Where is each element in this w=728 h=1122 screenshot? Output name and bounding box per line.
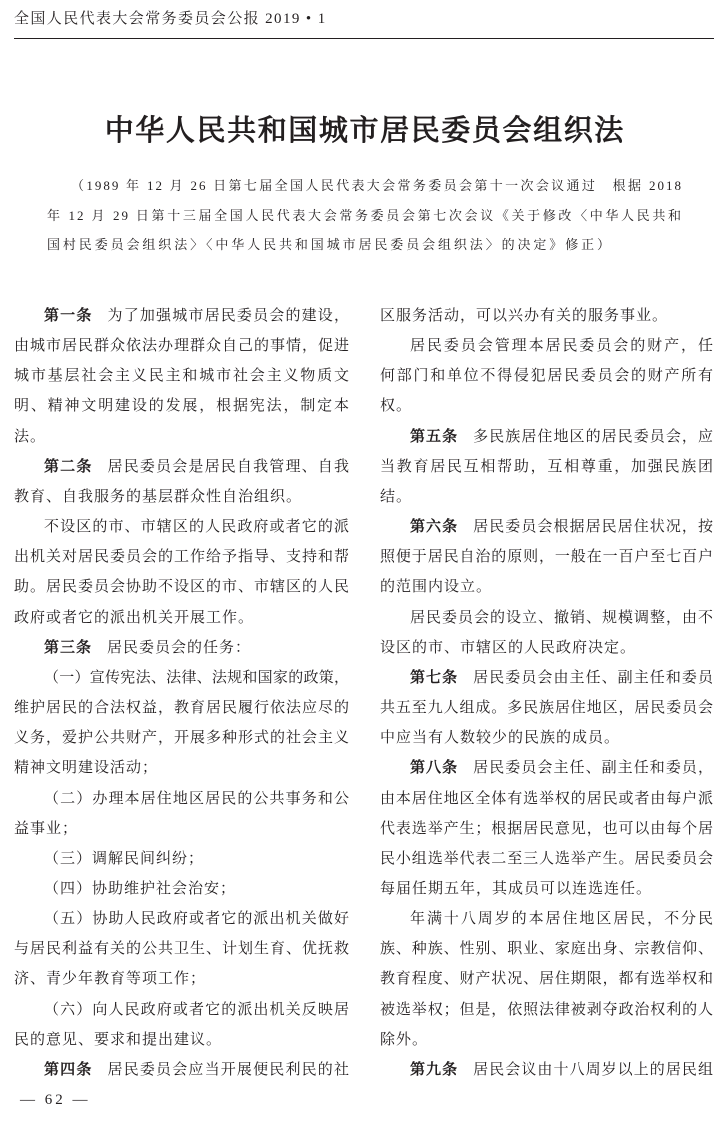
adoption-note-line: 年 12 月 29 日第十三届全国人民代表大会常务委员会第七次会议《关于修改〈中华人民共和 bbox=[47, 207, 683, 223]
text-line bbox=[380, 844, 713, 874]
line-text: 代表选举产生；根据居民意见，也可以由每个居 bbox=[380, 820, 713, 837]
header-rule bbox=[14, 38, 714, 39]
paragraph bbox=[14, 512, 349, 633]
text-line bbox=[380, 753, 713, 783]
article-paragraph bbox=[14, 1055, 349, 1085]
continued-paragraph bbox=[380, 301, 713, 331]
article-number: 第六条 bbox=[410, 518, 459, 536]
text-line bbox=[380, 482, 713, 512]
article-number: 第四条 bbox=[44, 1060, 93, 1078]
text-line bbox=[380, 452, 713, 482]
running-header bbox=[14, 7, 327, 31]
line-text: （一）宣传宪法、法律、法规和国家的政策， bbox=[44, 669, 349, 686]
line-text: 的范围内设立。 bbox=[380, 579, 493, 596]
line-text: 济、青少年教育等项工作； bbox=[14, 971, 207, 988]
line-text: 多民族居住地区的居民委员会，应 bbox=[473, 428, 713, 445]
line-text: 区服务活动，可以兴办有关的服务事业。 bbox=[380, 308, 669, 324]
line-text: （五）协助人民政府或者它的派出机关做好 bbox=[44, 911, 349, 928]
text-line bbox=[14, 542, 349, 572]
text-line bbox=[14, 331, 349, 361]
text-line bbox=[380, 693, 713, 723]
article-paragraph bbox=[380, 753, 713, 904]
line-text: 居民委员会的任务： bbox=[107, 639, 252, 656]
line-text: 结。 bbox=[380, 488, 413, 505]
article-number: 第九条 bbox=[410, 1060, 459, 1078]
text-line bbox=[14, 934, 349, 964]
adoption-note-line: 国村民委员会组织法〉〈中华人民共和国城市居民委员会组织法〉的决定》修正） bbox=[47, 237, 613, 252]
line-text: 城市基层社会主义民主和城市社会主义物质文 bbox=[14, 368, 349, 385]
line-text: 出机关对居民委员会的工作给予指导、支持和帮 bbox=[14, 549, 349, 566]
text-line bbox=[380, 995, 713, 1025]
text-line bbox=[380, 663, 713, 693]
article-number: 第一条 bbox=[44, 307, 93, 324]
text-line bbox=[380, 301, 713, 331]
line-text: 与居民利益有关的公共卫生、计划生育、优抚救 bbox=[14, 941, 349, 958]
line-text: 政府或者它的派出机关开展工作。 bbox=[14, 609, 255, 626]
text-line bbox=[14, 633, 349, 663]
text-line bbox=[380, 1025, 713, 1055]
text-line bbox=[380, 391, 713, 421]
text-line bbox=[380, 633, 713, 663]
text-line bbox=[14, 301, 349, 331]
line-text: （六）向人民政府或者它的派出机关反映居 bbox=[44, 1001, 349, 1018]
text-line bbox=[14, 482, 349, 512]
article-paragraph bbox=[380, 512, 713, 602]
text-line bbox=[380, 1055, 713, 1085]
article-number: 第七条 bbox=[410, 668, 459, 686]
text-line bbox=[14, 512, 349, 542]
line-text: 何部门和单位不得侵犯居民委员会的财产所有 bbox=[380, 368, 713, 385]
text-line bbox=[380, 784, 713, 814]
text-line bbox=[14, 874, 349, 904]
text-line bbox=[14, 995, 349, 1025]
line-text: 益事业； bbox=[14, 820, 79, 837]
text-line bbox=[14, 361, 349, 391]
line-text: 居民委员会应当开展便民利民的社 bbox=[107, 1061, 349, 1078]
adoption-note bbox=[47, 171, 683, 260]
line-text: 照便于居民自治的原则，一般在一百户至七百户 bbox=[380, 549, 713, 566]
paragraph bbox=[380, 603, 713, 663]
paragraph bbox=[14, 844, 349, 874]
paragraph bbox=[380, 331, 713, 421]
paragraph bbox=[14, 784, 349, 844]
text-line bbox=[380, 814, 713, 844]
line-text: 明、精神文明建设的发展，根据宪法，制定本 bbox=[14, 398, 349, 415]
law-title: 中华人民共和国城市居民委员会组织法 bbox=[104, 115, 625, 147]
text-line bbox=[380, 361, 713, 391]
text-line bbox=[380, 542, 713, 572]
line-text: 居民委员会由主任、副主任和委员 bbox=[473, 669, 713, 686]
text-line bbox=[14, 422, 349, 452]
line-text: 精神文明建设活动； bbox=[14, 760, 159, 777]
line-text: 中应当有人数较少的民族的成员。 bbox=[380, 730, 621, 747]
text-column-right bbox=[380, 301, 713, 1085]
line-text: 居民委员会是居民自我管理、自我 bbox=[107, 458, 349, 475]
text-line bbox=[14, 693, 349, 723]
line-text: 由城市居民群众依法办理群众自己的事情，促进 bbox=[14, 338, 349, 355]
line-text: （四）协助维护社会治安； bbox=[44, 880, 237, 897]
line-text: 由本居住地区全体有选举权的居民或者由每户派 bbox=[380, 790, 713, 807]
text-line bbox=[14, 1025, 349, 1055]
text-line bbox=[14, 814, 349, 844]
text-line bbox=[380, 904, 713, 934]
text-line bbox=[380, 964, 713, 994]
text-line bbox=[380, 572, 713, 602]
text-line bbox=[380, 874, 713, 904]
line-text: 设区的市、市辖区的人民政府决定。 bbox=[380, 639, 637, 656]
text-line bbox=[14, 964, 349, 994]
line-text: 义务，爱护公共财产，开展多种形式的社会主义 bbox=[14, 730, 349, 747]
text-line bbox=[14, 723, 349, 753]
page-number: — 62 — bbox=[20, 1092, 91, 1108]
line-text: 每届任期五年，其成员可以连选连任。 bbox=[380, 880, 653, 897]
text-line bbox=[380, 723, 713, 753]
line-text: 教育、自我服务的基层群众性自治组织。 bbox=[14, 488, 303, 505]
line-text: 教育程度、财产状况、居住期限，都有选举权和 bbox=[380, 971, 713, 988]
text-line bbox=[14, 603, 349, 633]
line-text: 不设区的市、市辖区的人民政府或者它的派 bbox=[44, 519, 349, 536]
paragraph bbox=[14, 995, 349, 1055]
line-text: 助。居民委员会协助不设区的市、市辖区的人民 bbox=[14, 579, 349, 596]
line-text: 居民会议由十八周岁以上的居民组 bbox=[473, 1061, 713, 1078]
text-line bbox=[380, 934, 713, 964]
article-number: 第二条 bbox=[44, 457, 93, 475]
paragraph bbox=[380, 904, 713, 1055]
line-text: 居民委员会主任、副主任和委员， bbox=[473, 760, 713, 777]
line-text: 居民委员会管理本居民委员会的财产，任 bbox=[410, 338, 713, 355]
line-text: 除外。 bbox=[380, 1031, 429, 1048]
article-number: 第五条 bbox=[410, 427, 459, 445]
paragraph bbox=[14, 663, 349, 784]
text-line bbox=[380, 331, 713, 361]
text-line bbox=[380, 512, 713, 542]
line-text: 民小组选举代表二至三人选举产生。居民委员会 bbox=[380, 850, 713, 867]
text-line bbox=[380, 422, 713, 452]
line-text: 居民委员会根据居民居住状况，按 bbox=[473, 519, 713, 536]
line-text: 为了加强城市居民委员会的建设， bbox=[107, 308, 349, 324]
text-line bbox=[14, 391, 349, 421]
journal-issue-title: 全国人民代表大会常务委员会公报 2019 • 1 bbox=[14, 11, 327, 27]
paragraph bbox=[14, 874, 349, 904]
line-text: 被选举权；但是，依照法律被剥夺政治权利的人 bbox=[380, 1001, 713, 1018]
text-line bbox=[380, 603, 713, 633]
adoption-note-line: （1989 年 12 月 26 日第七届全国人民代表大会常务委员会第十一次会议通过 根据 2018 bbox=[71, 178, 683, 193]
article-paragraph bbox=[380, 1055, 713, 1085]
line-text: 共五至九人组成。多民族居住地区，居民委员会 bbox=[380, 700, 713, 717]
line-text: （二）办理本居住地区居民的公共事务和公 bbox=[44, 790, 349, 807]
article-number: 第八条 bbox=[410, 759, 459, 777]
line-text: 民的意见、要求和提出建议。 bbox=[14, 1031, 223, 1048]
line-text: （三）调解民间纠纷； bbox=[44, 850, 205, 867]
text-line bbox=[14, 452, 349, 482]
text-line bbox=[14, 663, 349, 693]
text-line bbox=[14, 904, 349, 934]
article-paragraph bbox=[14, 301, 349, 452]
line-text: 法。 bbox=[14, 428, 47, 445]
paragraph bbox=[14, 904, 349, 994]
article-paragraph bbox=[14, 452, 349, 512]
text-line bbox=[14, 1055, 349, 1085]
article-paragraph bbox=[380, 663, 713, 753]
line-text: 居民委员会的设立、撤销、规模调整，由不 bbox=[410, 609, 713, 626]
article-paragraph bbox=[14, 633, 349, 663]
text-line bbox=[14, 572, 349, 602]
text-line bbox=[14, 753, 349, 783]
line-text: 族、种族、性别、职业、家庭出身、宗教信仰、 bbox=[380, 941, 713, 958]
text-line bbox=[14, 784, 349, 814]
line-text: 权。 bbox=[380, 398, 413, 415]
article-number: 第三条 bbox=[44, 638, 93, 656]
article-paragraph bbox=[380, 422, 713, 512]
text-line bbox=[14, 844, 349, 874]
line-text: 维护居民的合法权益，教育居民履行依法应尽的 bbox=[14, 700, 349, 717]
line-text: 当教育居民互相帮助，互相尊重，加强民族团 bbox=[380, 458, 713, 475]
line-text: 年满十八周岁的本居住地区居民，不分民 bbox=[410, 911, 713, 928]
text-column-left bbox=[14, 301, 349, 1085]
